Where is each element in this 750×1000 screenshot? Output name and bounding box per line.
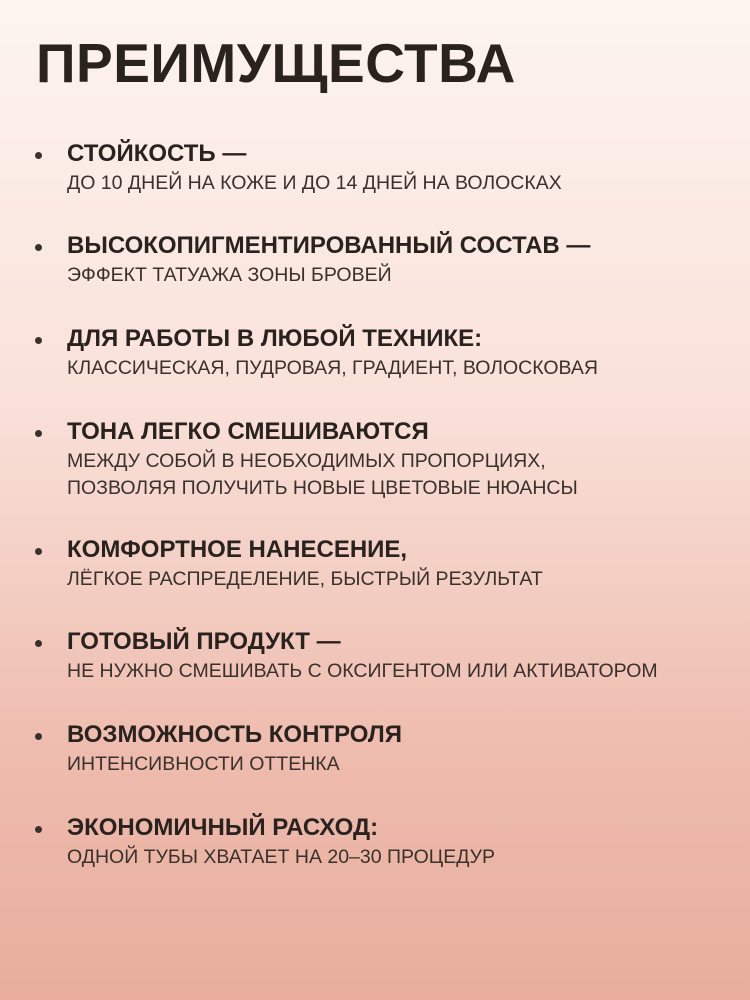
item-description [67, 262, 392, 289]
item-heading: КОМФОРТНОЕ НАНЕСЕНИЕ, [67, 536, 408, 563]
item-description-line: КЛАССИЧЕСКАЯ, ПУДРОВАЯ, ГРАДИЕНТ, ВОЛОСКОВАЯ [67, 357, 598, 379]
item-description-line: ЛЁГКОЕ РАСПРЕДЕЛЕНИЕ, БЫСТРЫЙ РЕЗУЛЬТАТ [67, 568, 543, 590]
bullet-icon [35, 640, 42, 647]
bullet-icon [35, 826, 42, 833]
item-heading: ВОЗМОЖНОСТЬ КОНТРОЛЯ [67, 721, 402, 748]
item-heading: ДЛЯ РАБОТЫ В ЛЮБОЙ ТЕХНИКЕ: [67, 325, 483, 352]
item-heading: ГОТОВЫЙ ПРОДУКТ — [67, 628, 341, 655]
bullet-icon [35, 733, 42, 740]
item-description [67, 170, 562, 197]
item-description-line: ПОЗВОЛЯЯ ПОЛУЧИТЬ НОВЫЕ ЦВЕТОВЫЕ НЮАНСЫ [67, 477, 578, 499]
item-description [67, 355, 598, 382]
bullet-icon [35, 548, 42, 555]
item-heading: ВЫСОКОПИГМЕНТИРОВАННЫЙ СОСТАВ — [67, 232, 591, 259]
page-title: ПРЕИМУЩЕСТВА [36, 32, 516, 94]
bullet-icon [35, 337, 42, 344]
bullet-icon [35, 152, 42, 159]
item-heading: ЭКОНОМИЧНЫЙ РАСХОД: [67, 814, 379, 841]
bullet-icon [35, 430, 42, 437]
item-description [67, 658, 658, 685]
item-description-line: ИНТЕНСИВНОСТИ ОТТЕНКА [67, 753, 340, 775]
item-description-line: ОДНОЙ ТУБЫ ХВАТАЕТ НА 20–30 ПРОЦЕДУР [67, 846, 496, 868]
bullet-icon [35, 244, 42, 251]
item-description [67, 566, 543, 593]
item-description [67, 751, 340, 778]
item-description [67, 448, 578, 502]
item-description [67, 844, 495, 871]
item-heading: СТОЙКОСТЬ — [67, 140, 247, 167]
item-heading: ТОНА ЛЕГКО СМЕШИВАЮТСЯ [67, 418, 429, 445]
item-description-line: НЕ НУЖНО СМЕШИВАТЬ С ОКСИГЕНТОМ ИЛИ АКТИВАТОРОМ [67, 660, 658, 682]
item-description-line: ЭФФЕКТ ТАТУАЖА ЗОНЫ БРОВЕЙ [67, 264, 392, 286]
item-description-line: МЕЖДУ СОБОЙ В НЕОБХОДИМЫХ ПРОПОРЦИЯХ, [67, 450, 546, 472]
item-description-line: ДО 10 ДНЕЙ НА КОЖЕ И ДО 14 ДНЕЙ НА ВОЛОСКАХ [67, 172, 562, 194]
